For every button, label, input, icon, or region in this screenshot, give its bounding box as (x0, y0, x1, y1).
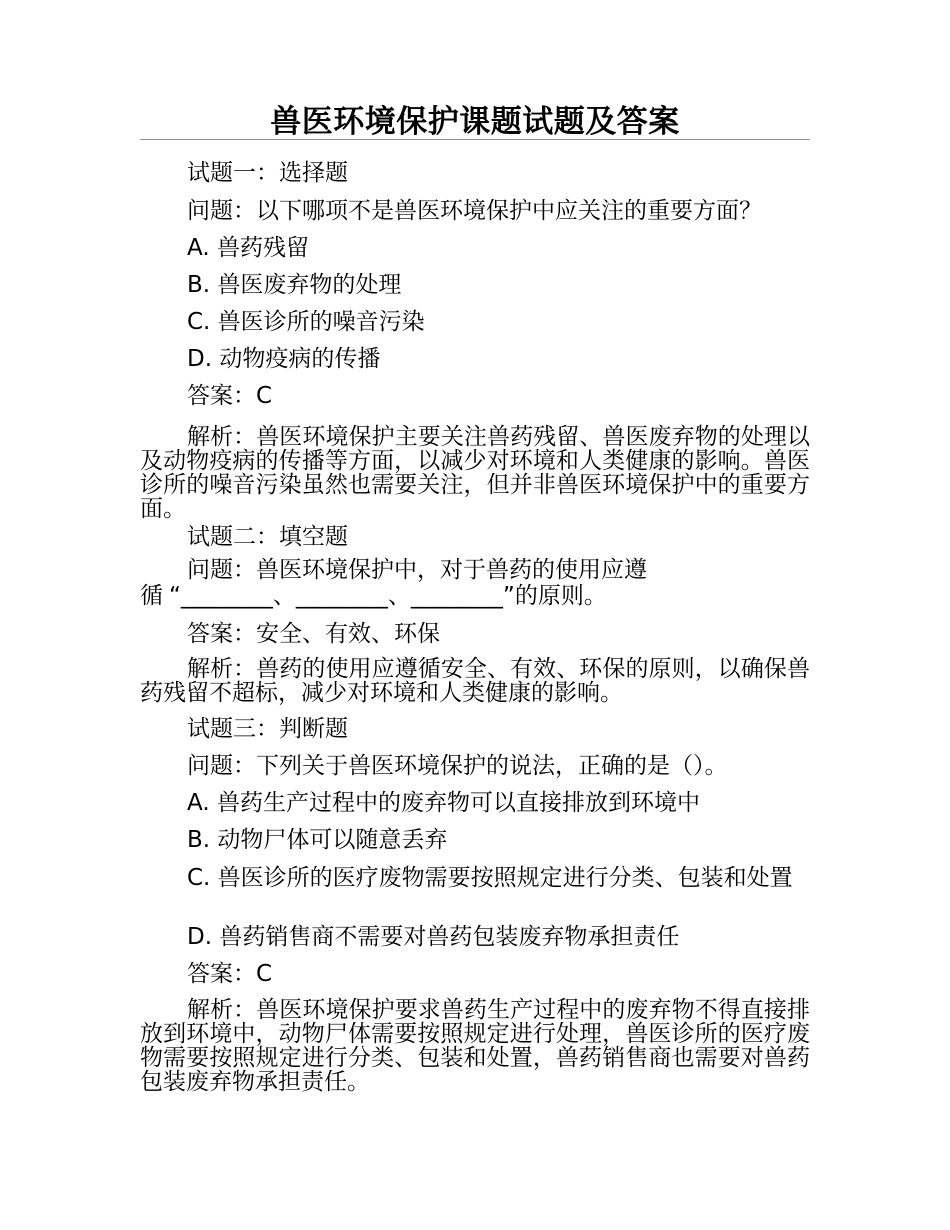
q1-option-b: B. 兽医废弃物的处理 (187, 272, 402, 298)
q2-question-line1: 问题：兽医环境保护中，对于兽药的使用应遵 (187, 557, 647, 583)
q1-option-d: D. 动物疫病的传播 (187, 346, 381, 372)
q1-question: 问题：以下哪项不是兽医环境保护中应关注的重要方面？ (187, 198, 762, 224)
title-underline (140, 139, 810, 140)
q3-option-c: C. 兽医诊所的医疗废物需要按照规定进行分类、包装和处置 (187, 865, 793, 891)
q2-question-line2 (140, 582, 810, 610)
q3-heading: 试题三：判断题 (187, 716, 348, 742)
document-title: 兽医环境保护课题试题及答案 (270, 104, 680, 140)
q1-option-a: A. 兽药残留 (187, 235, 309, 261)
q3-option-b: B. 动物尸体可以随意丢弃 (187, 827, 448, 853)
q1-option-c: C. 兽医诊所的噪音污染 (187, 309, 425, 335)
q1-analysis: 解析：兽医环境保护主要关注兽药残留、兽医废弃物的处理以及动物疫病的传播等方面，以减少对环境和人类健康的影响。兽医诊所的噪音污染虽然也需要关注，但并非兽医环境保护中的重要方面。 (140, 424, 810, 522)
q2-analysis: 解析：兽药的使用应遵循安全、有效、环保的原则，以确保兽药残留不超标，减少对环境和人类健康的影响。 (140, 656, 810, 706)
q2-question-line2-rest: “________、________、________”的原则。 (169, 583, 607, 609)
q3-question: 问题：下列关于兽医环境保护的说法，正确的是（）。 (187, 753, 728, 779)
q1-answer: 答案：C (187, 383, 273, 409)
q1-heading: 试题一：选择题 (187, 160, 348, 186)
q3-answer: 答案：C (187, 961, 273, 987)
q2-heading: 试题二：填空题 (187, 524, 348, 550)
q2-question-line2-prefix: 循 (140, 583, 163, 609)
q3-option-a: A. 兽药生产过程中的废弃物可以直接排放到环境中 (187, 790, 700, 816)
q3-analysis: 解析：兽医环境保护要求兽药生产过程中的废弃物不得直接排放到环境中，动物尸体需要按照规定进行处理，兽医诊所的医疗废物需要按照规定进行分类、包装和处置，兽药销售商也需要对兽药包装废弃物承担责任。 (140, 997, 810, 1095)
q2-answer: 答案：安全、有效、环保 (187, 621, 440, 647)
q3-option-d: D. 兽药销售商不需要对兽药包装废弃物承担责任 (187, 924, 680, 950)
